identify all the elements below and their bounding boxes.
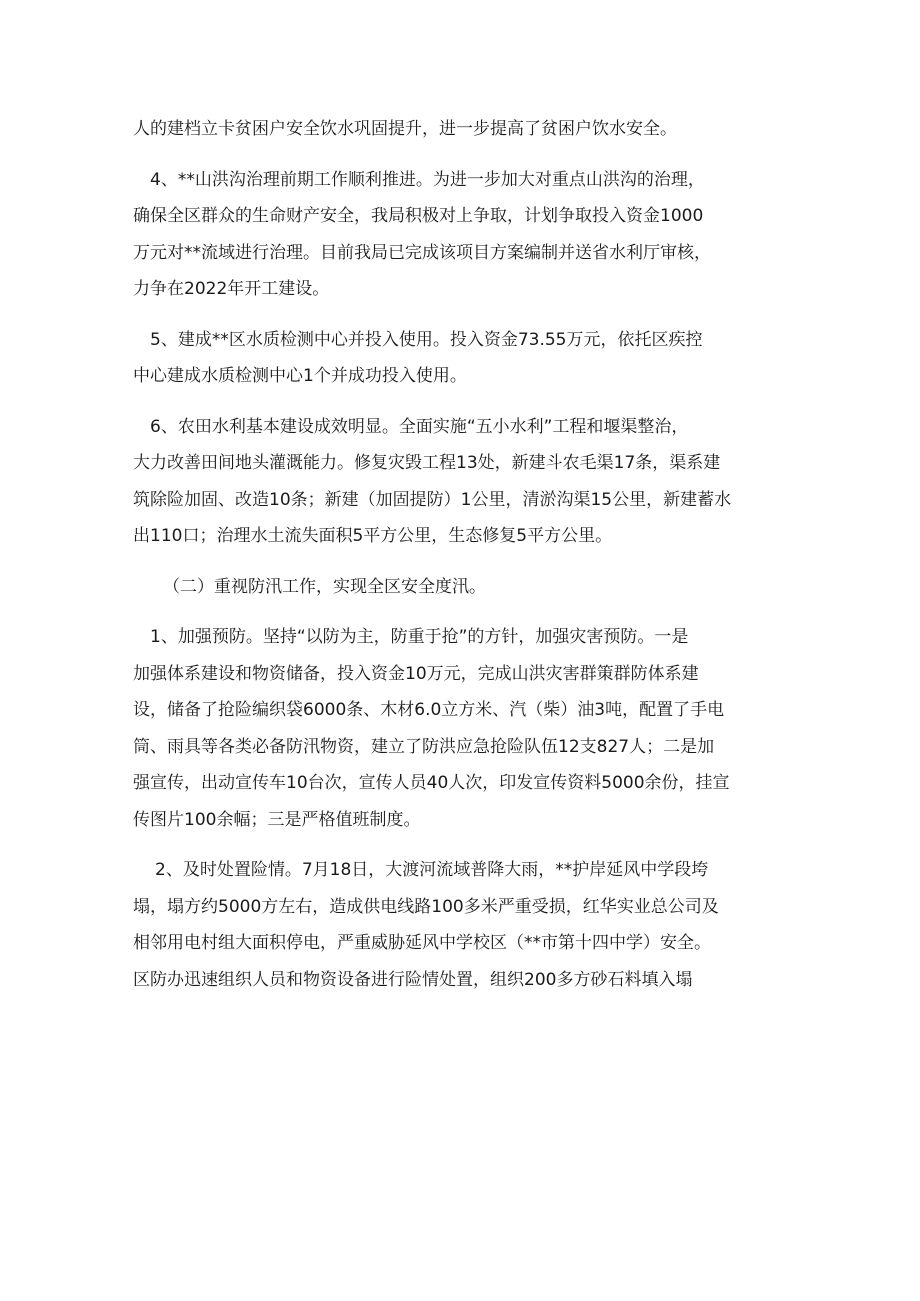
text-line: 4、**山洪沟治理前期工作顺利推进。为进一步加大对重点山洪沟的治理， bbox=[150, 169, 705, 190]
text-line: 人的建档立卡贫困户安全饮水巩固提升，进一步提高了贫困户饮水安全。 bbox=[133, 119, 677, 139]
paragraph-7 bbox=[133, 852, 805, 998]
text-line: 大力改善田间地头灌溉能力。修复灾毁工程13处，新建斗农毛渠17条，渠系建 bbox=[133, 453, 721, 473]
text-line: 出110口；治理水土流失面积5平方公里，生态修复5平方公里。 bbox=[133, 526, 613, 546]
text-line: 万元对**流域进行治理。目前我局已完成该项目方案编制并送省水利厅审核， bbox=[133, 242, 711, 263]
paragraph-1 bbox=[133, 111, 805, 148]
text-line: 1、加强预防。坚持“以防为主，防重于抢”的方针，加强灾害预防。一是 bbox=[150, 627, 689, 647]
text-line: 中心建成水质检测中心1个并成功投入使用。 bbox=[133, 366, 467, 386]
text-line: 塌，塌方约5000方左右，造成供电线路100多米严重受损，红华实业总公司及 bbox=[133, 896, 719, 917]
text-line: 2、及时处置险情。7月18日，大渡河流域普降大雨，**护岸延风中学段垮 bbox=[155, 860, 709, 880]
text-line: 相邻用电村组大面积停电，严重威胁延风中学校区（**市第十四中学）安全。 bbox=[133, 933, 711, 953]
text-line: 强宣传，出动宣传车10台次，宣传人员40人次，印发宣传资料5000余份，挂宣 bbox=[133, 773, 730, 793]
paragraph-4 bbox=[133, 409, 805, 555]
document-body bbox=[133, 111, 805, 998]
paragraph-3 bbox=[133, 322, 805, 395]
section-heading bbox=[133, 569, 805, 606]
text-line: 加强体系建设和物资储备，投入资金10万元，完成山洪灾害群策群防体系建 bbox=[133, 663, 699, 684]
text-line: 设，储备了抢险编织袋6000条、木材6.0立方米、汽（柴）油3吨，配置了手电 bbox=[133, 700, 725, 720]
text-line: 5、建成**区水质检测中心并投入使用。投入资金73.55万元，依托区疾控 bbox=[150, 329, 703, 350]
text-line: 传图片100余幅；三是严格值班制度。 bbox=[133, 809, 421, 830]
paragraph-2 bbox=[133, 162, 805, 308]
text-line: 筒、雨具等各类必备防汛物资，建立了防洪应急抢险队伍12支827人；二是加 bbox=[133, 736, 715, 757]
text-line: 筑除险加固、改造10条；新建（加固提防）1公里，清淤沟渠15公里，新建蓄水 bbox=[133, 489, 732, 510]
text-line: 力争在2022年开工建设。 bbox=[133, 279, 330, 299]
text-line: 区防办迅速组织人员和物资设备进行险情处置，组织200多方砂石料填入塌 bbox=[133, 969, 693, 990]
text-line: 确保全区群众的生命财产安全，我局积极对上争取，计划争取投入资金1000 bbox=[133, 206, 704, 226]
text-line: 6、农田水利基本建设成效明显。全面实施“五小水利”工程和堰渠整治， bbox=[150, 416, 689, 437]
text-line: （二）重视防汛工作，实现全区安全度汛。 bbox=[163, 576, 486, 597]
paragraph-6 bbox=[133, 619, 805, 838]
